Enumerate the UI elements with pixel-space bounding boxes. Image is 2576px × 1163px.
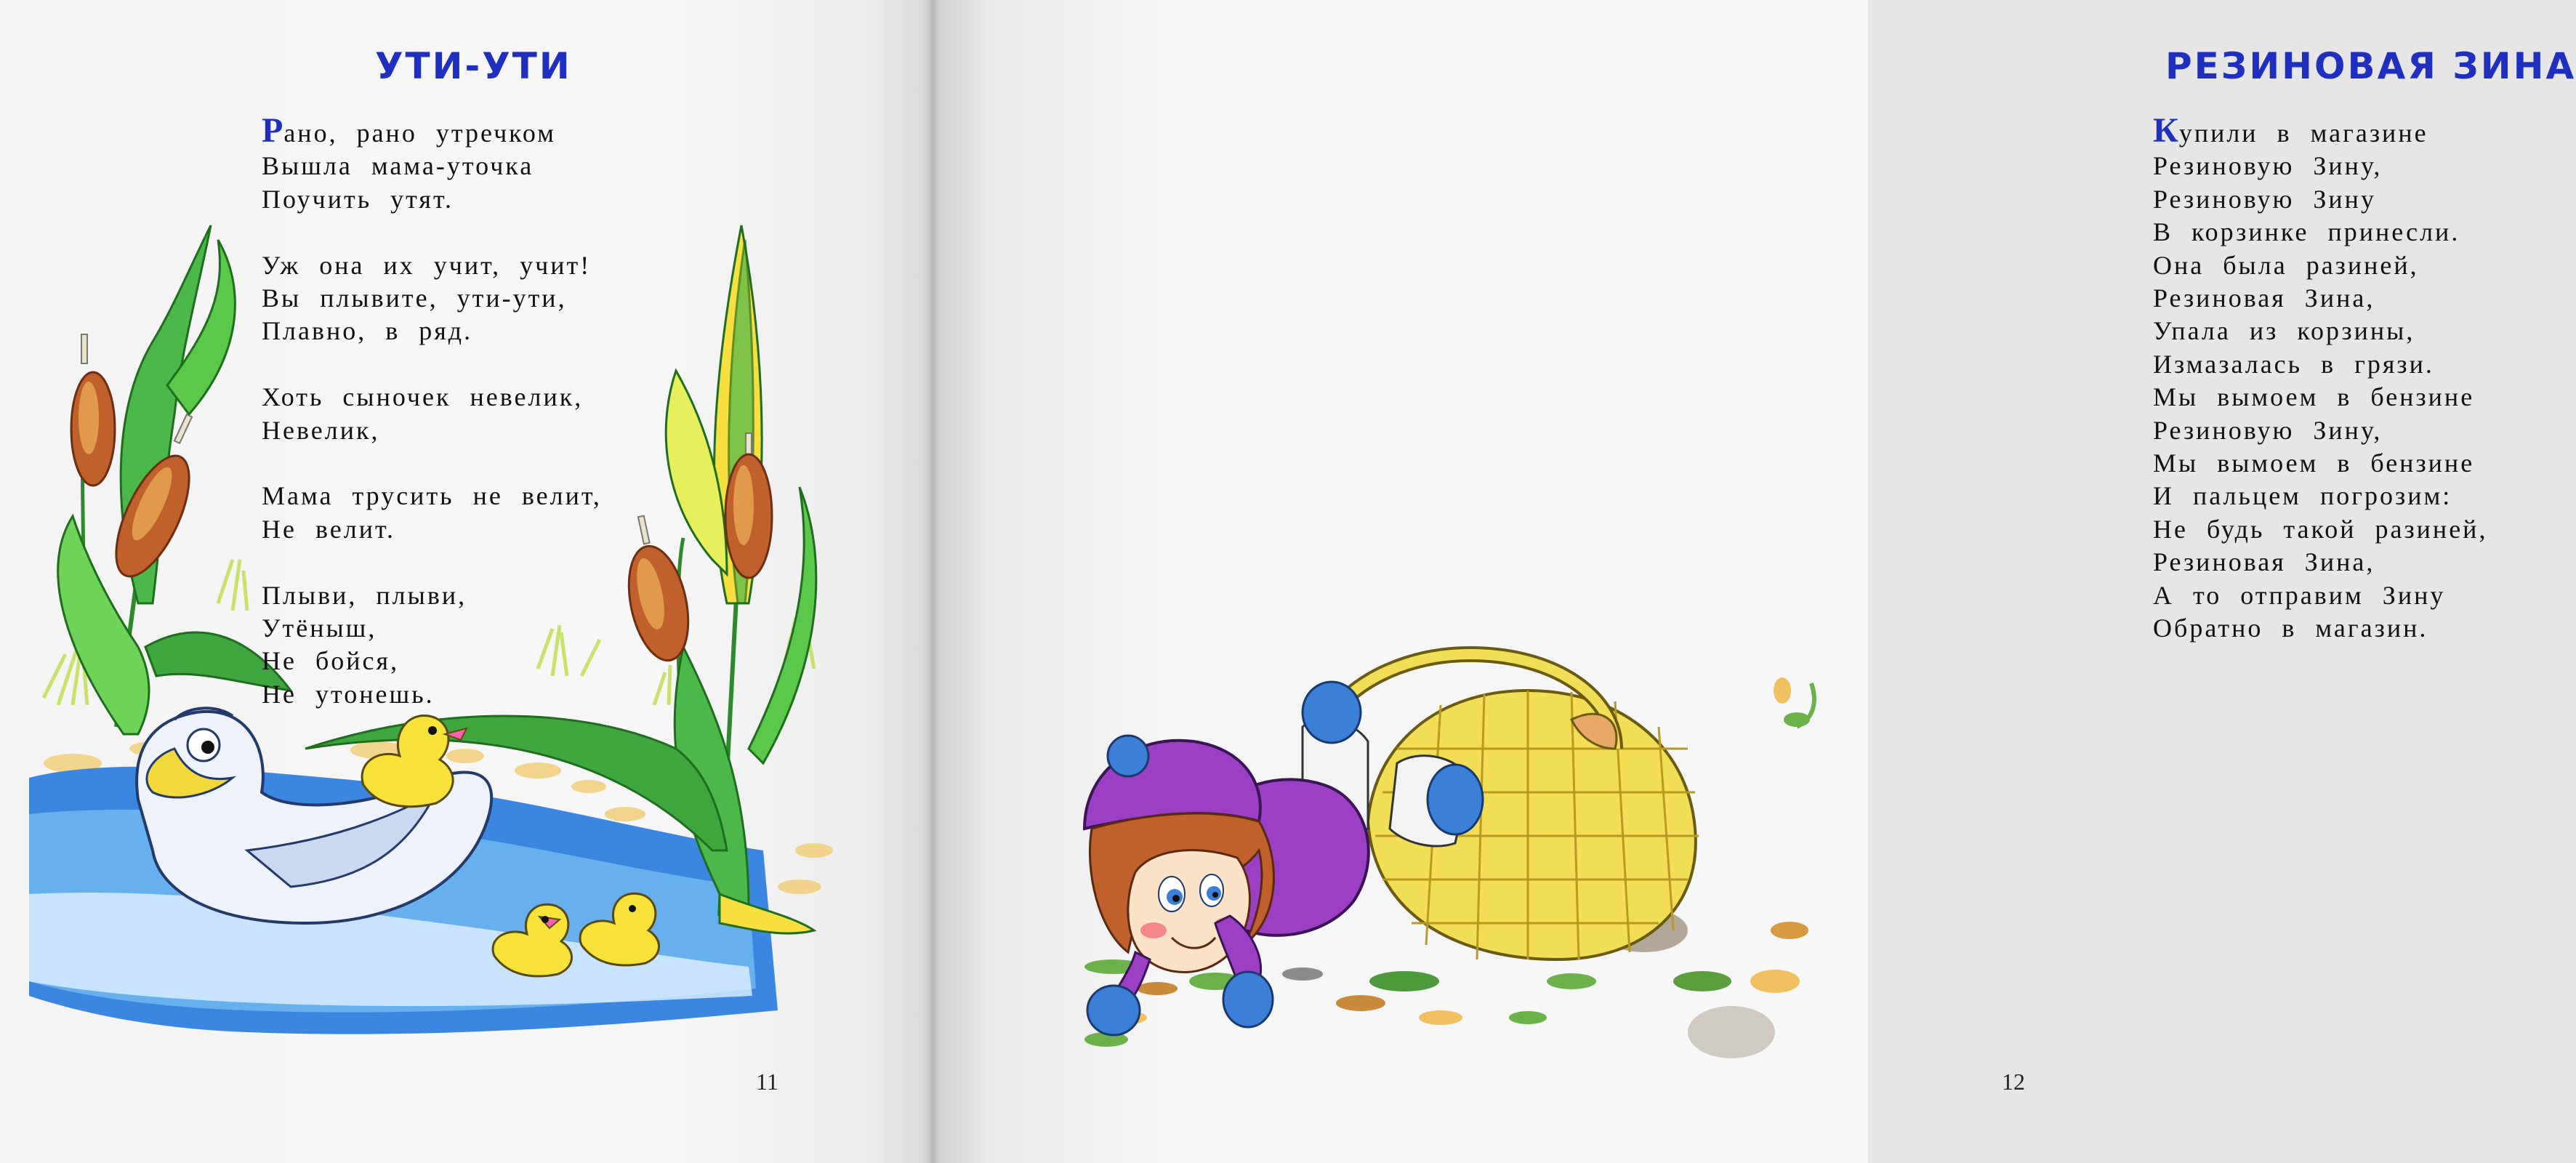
page-number: 11 <box>756 1069 778 1095</box>
stanza <box>2153 111 2488 645</box>
poem-line: Мы вымоем в бензине <box>2153 448 2475 478</box>
poem-title: УТИ-УТИ <box>375 45 572 87</box>
poem-line: Резиновая Зина, <box>2153 547 2375 577</box>
drop-cap: К <box>2153 111 2179 150</box>
poem-line: Не бойся, <box>262 646 400 676</box>
left-page <box>0 0 932 1163</box>
poem-line: Вы плывите, ути-ути, <box>262 283 567 313</box>
page-number: 12 <box>2002 1069 2025 1095</box>
stanza <box>262 249 602 348</box>
stanza <box>262 480 602 546</box>
poem-text <box>2153 111 2488 645</box>
poem-line: Рано, рано утречком <box>262 111 556 150</box>
stanza <box>262 111 602 216</box>
poem-line: Резиновую Зину <box>2153 184 2376 214</box>
poem-line: Не велит. <box>262 514 395 544</box>
poem-line: Резиновую Зину, <box>2153 415 2383 445</box>
doll-basket-illustration <box>1063 640 1848 1076</box>
basket <box>1313 654 1699 959</box>
poem-line: Мы вымоем в бензине <box>2153 382 2475 412</box>
poem-line: Купили в магазине <box>2153 111 2428 150</box>
poem-line: Вышла мама-уточка <box>262 151 534 181</box>
poem-line: Утёныш, <box>262 613 377 643</box>
poem-line: В корзинке принесли. <box>2153 217 2460 247</box>
stanza <box>262 381 602 447</box>
right-page <box>932 0 2576 1163</box>
poem-line: И пальцем погрозим: <box>2153 481 2452 511</box>
poem-line: Обратно в магазин. <box>2153 613 2428 643</box>
poem-line: Она была разиней, <box>2153 250 2419 280</box>
poem-line: Не утонешь. <box>262 679 435 709</box>
book-gutter <box>923 0 941 1163</box>
poem-line: Мама трусить не велит, <box>262 481 602 511</box>
stanza <box>262 579 602 712</box>
poem-line: Поучить утят. <box>262 184 454 214</box>
left-reeds <box>58 225 291 734</box>
poem-line: Не будь такой разиней, <box>2153 514 2488 544</box>
poem-line: Плавно, в ряд. <box>262 316 473 346</box>
poem-line: А то отправим Зину <box>2153 580 2446 610</box>
poem-line: Измазалась в грязи. <box>2153 349 2434 379</box>
drop-cap: Р <box>262 111 284 150</box>
poem-line: Упала из корзины, <box>2153 316 2415 346</box>
poem-title: РЕЗИНОВАЯ ЗИНА <box>2165 45 2576 87</box>
poem-line: Резиновую Зину, <box>2153 151 2383 181</box>
poem-line: Уж она их учит, учит! <box>262 250 592 280</box>
poem-line: Невелик, <box>262 415 380 445</box>
poem-line: Плыви, плыви, <box>262 580 467 610</box>
poem-line: Хоть сыночек невелик, <box>262 382 584 412</box>
poem-line: Резиновая Зина, <box>2153 283 2375 313</box>
poem-text <box>262 111 602 711</box>
